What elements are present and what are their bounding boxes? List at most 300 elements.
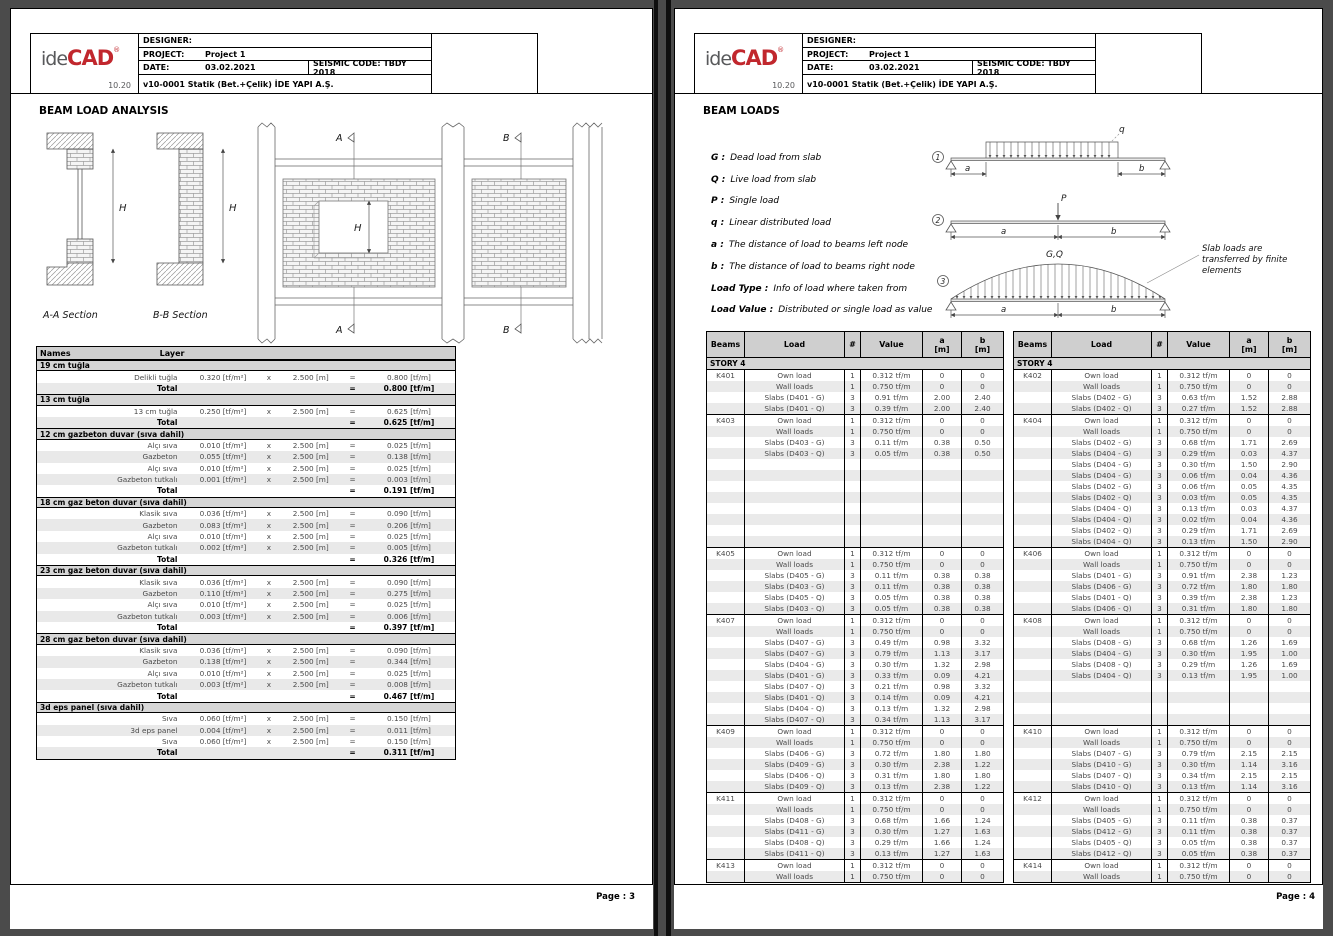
load-name: Slabs (D401 - Q) — [745, 403, 845, 414]
dist-a — [923, 503, 962, 514]
table-row — [707, 837, 1003, 848]
load-count: 3 — [1152, 837, 1168, 848]
header-unit: [m] — [934, 344, 950, 354]
dist-b: 4.35 — [1281, 482, 1298, 491]
load-value: 0.11 tf/m — [861, 437, 923, 448]
load-name: Slabs (D409 - Q) — [745, 781, 845, 792]
dist-a: 1.95 — [1230, 670, 1269, 681]
header-cell — [707, 332, 745, 357]
total-row — [37, 485, 455, 496]
load-value: 0.11 tf/m — [861, 570, 923, 581]
beam-name — [1014, 437, 1052, 448]
dist-a: 2.15 — [1230, 748, 1269, 759]
dist-b: 0 — [980, 738, 985, 747]
table-row — [1014, 592, 1310, 603]
logo-registered-mark: ® — [113, 46, 121, 54]
load-count — [1152, 681, 1168, 692]
legend-term: Q : — [711, 174, 726, 185]
unit-weight: 0.004 [tf/m²] — [199, 725, 247, 735]
table-row — [707, 481, 1003, 492]
dist-a: 0 — [923, 615, 962, 626]
load-value: 0.750 tf/m — [1168, 426, 1230, 437]
logo-version: 10.20 — [108, 81, 131, 90]
multiply-sign: x — [266, 600, 272, 610]
beam-name — [707, 781, 745, 792]
load-value: 0.03 tf/m — [1168, 492, 1230, 503]
dist-b: 3.16 — [1281, 760, 1298, 769]
load-count — [845, 503, 861, 514]
load-count: 1 — [1152, 737, 1168, 748]
load-name: Slabs (D403 - G) — [745, 581, 845, 592]
height-value: 2.500 [m] — [292, 532, 329, 542]
dist-a: 1.66 — [923, 815, 962, 826]
load-value: 0.72 tf/m — [861, 748, 923, 759]
height-value: 2.500 [m] — [292, 680, 329, 690]
load-count — [1152, 692, 1168, 703]
beam-name — [707, 536, 745, 547]
dim-b-label: b — [1139, 164, 1145, 174]
beam-block — [1014, 615, 1310, 726]
load-value: 0.05 tf/m — [861, 592, 923, 603]
dist-b: 4.36 — [1281, 471, 1298, 480]
dist-b: 2.15 — [1281, 771, 1298, 780]
load-count: 3 — [845, 392, 861, 403]
table-row — [37, 371, 455, 382]
load-name: Slabs (D406 - G) — [745, 748, 845, 759]
header-empty-cell — [432, 34, 537, 93]
total-row — [37, 622, 455, 633]
header-cell — [1152, 332, 1168, 357]
equals-sign: = — [349, 418, 356, 428]
load-name: Slabs (D403 - Q) — [745, 603, 845, 614]
load-count: 3 — [845, 770, 861, 781]
beam-name — [707, 848, 745, 859]
dist-a: 2.38 — [923, 781, 962, 792]
beam-name — [707, 804, 745, 815]
date-value: 03.02.2021 — [869, 63, 920, 73]
dist-a — [1230, 681, 1269, 692]
beam-name — [707, 603, 745, 614]
date-cell — [139, 61, 309, 74]
beam-name: K413 — [707, 860, 745, 871]
unit-weight: 0.001 [tf/m²] — [199, 475, 247, 485]
layer-name: Gazbeton tutkalı — [117, 680, 178, 690]
unit-weight: 0.003 [tf/m²] — [199, 611, 247, 621]
beam-block — [1014, 415, 1310, 548]
dist-b: 1.80 — [1281, 604, 1298, 613]
dist-b: 2.40 — [974, 393, 991, 402]
total-row — [37, 690, 455, 701]
page-title: BEAM LOADS — [703, 105, 780, 117]
page-title: BEAM LOAD ANALYSIS — [39, 105, 169, 117]
table-row — [37, 463, 455, 474]
multiply-sign: x — [266, 589, 272, 598]
load-name: Slabs (D412 - Q) — [1052, 848, 1152, 859]
beam-name — [707, 470, 745, 481]
multiply-sign: x — [266, 452, 272, 462]
load-count: 3 — [845, 592, 861, 603]
dist-b: 1.80 — [974, 749, 991, 758]
load-value — [861, 481, 923, 492]
dist-b: 2.98 — [974, 660, 991, 669]
header-unit: [m] — [1281, 344, 1298, 354]
load-count: 3 — [845, 403, 861, 414]
table-row — [707, 626, 1003, 637]
dist-b: 0 — [980, 616, 985, 625]
load-value: 0.34 tf/m — [1168, 770, 1230, 781]
header-fields — [139, 34, 432, 93]
dist-a: 1.27 — [923, 848, 962, 859]
load-name: Slabs (D402 - G) — [1052, 437, 1152, 448]
load-gq-label: G,Q — [1046, 250, 1063, 260]
total-label: Total — [156, 554, 178, 564]
table-row — [707, 781, 1003, 792]
load-count: 1 — [845, 871, 861, 882]
beam-name — [707, 871, 745, 882]
unit-weight: 0.010 [tf/m²] — [199, 600, 247, 610]
table-row — [1014, 525, 1310, 536]
beam-name — [1014, 681, 1052, 692]
dist-a: 0 — [923, 626, 962, 637]
table-row — [1014, 514, 1310, 525]
load-name: Slabs (D410 - G) — [1052, 759, 1152, 770]
beam-name — [707, 492, 745, 503]
load-value: 0.13 tf/m — [861, 781, 923, 792]
dim-a-label: a — [1001, 227, 1007, 237]
dist-b: 2.88 — [1281, 404, 1298, 413]
header-cell — [745, 332, 845, 357]
total-row — [37, 554, 455, 565]
dist-a: 1.32 — [923, 659, 962, 670]
legend-description: Single load — [729, 196, 780, 207]
header-cell — [861, 332, 923, 357]
load-count — [845, 492, 861, 503]
load-value: 0.312 tf/m — [861, 793, 923, 804]
load-value: 0.91 tf/m — [1168, 570, 1230, 581]
dist-b: 0 — [1287, 627, 1292, 636]
table-row — [707, 871, 1003, 882]
load-value: 0.68 tf/m — [1168, 437, 1230, 448]
load-name: Own load — [1052, 860, 1152, 871]
load-name: Slabs (D408 - Q) — [745, 837, 845, 848]
dist-b: 2.90 — [1281, 537, 1298, 546]
table-row — [37, 519, 455, 530]
load-value: 0.29 tf/m — [1168, 448, 1230, 459]
logo-registered-mark: ® — [777, 46, 785, 54]
dist-a: 1.80 — [923, 770, 962, 781]
dist-a: 0 — [923, 860, 962, 871]
load-count — [845, 470, 861, 481]
load-count: 3 — [1152, 848, 1168, 859]
line-load: 0.344 [tf/m] — [387, 657, 431, 667]
dim-h-label: H — [119, 203, 127, 214]
total-row — [37, 417, 455, 428]
beam-name — [707, 837, 745, 848]
load-name: Slabs (D407 - G) — [1052, 748, 1152, 759]
dist-b: 0 — [980, 382, 985, 391]
load-name: Wall loads — [1052, 804, 1152, 815]
dist-b: 2.15 — [1281, 749, 1298, 758]
dist-a — [923, 459, 962, 470]
beam-load-diagrams — [915, 121, 1315, 333]
dist-b: 0 — [980, 861, 985, 870]
beam-name — [707, 592, 745, 603]
dist-a: 0 — [1230, 615, 1269, 626]
load-count: 3 — [1152, 481, 1168, 492]
equals-sign: = — [349, 532, 356, 542]
height-value: 2.500 [m] — [292, 452, 329, 462]
load-value — [861, 470, 923, 481]
equals-sign: = — [349, 645, 356, 655]
load-name: Slabs (D406 - Q) — [1052, 603, 1152, 614]
load-name: Slabs (D411 - G) — [745, 826, 845, 837]
load-value: 0.29 tf/m — [861, 837, 923, 848]
table-row — [37, 645, 455, 656]
dist-b: 0 — [980, 427, 985, 436]
load-count: 3 — [1152, 815, 1168, 826]
load-value: 0.750 tf/m — [1168, 626, 1230, 637]
beam-block — [1014, 793, 1310, 860]
equals-sign: = — [349, 452, 356, 462]
load-count: 1 — [1152, 615, 1168, 626]
load-name — [745, 525, 845, 536]
unit-weight: 0.320 [tf/m²] — [199, 372, 247, 382]
load-name: Wall loads — [1052, 626, 1152, 637]
load-count: 1 — [845, 381, 861, 392]
multiply-sign: x — [266, 440, 272, 450]
table-row — [37, 611, 455, 622]
legend-term: Load Value : — [711, 305, 774, 316]
beam-name — [707, 392, 745, 403]
beam-name — [707, 815, 745, 826]
beam-name — [1014, 603, 1052, 614]
dist-b: 1.23 — [1281, 571, 1298, 580]
beam-name: K402 — [1014, 370, 1052, 381]
load-name: Wall loads — [745, 737, 845, 748]
table-row — [1014, 370, 1310, 381]
load-value: 0.49 tf/m — [861, 637, 923, 648]
layer-name: Klasik sıva — [139, 645, 178, 655]
header-cell — [845, 332, 861, 357]
table-row — [707, 804, 1003, 815]
beam-block — [707, 860, 1003, 882]
unit-weight: 0.110 [tf/m²] — [199, 589, 247, 598]
table-row — [707, 703, 1003, 714]
load-value: 0.05 tf/m — [1168, 848, 1230, 859]
beam-name — [1014, 703, 1052, 714]
beam-name — [707, 759, 745, 770]
multiply-sign: x — [266, 725, 272, 735]
beam-name — [707, 403, 745, 414]
header-cell — [962, 332, 1003, 357]
dist-a — [1230, 692, 1269, 703]
beam-name — [707, 459, 745, 470]
line-load: 0.006 [tf/m] — [387, 611, 431, 621]
logo-cad-text: CAD — [731, 46, 778, 70]
load-value: 0.13 tf/m — [1168, 781, 1230, 792]
table-row — [707, 815, 1003, 826]
beam-name — [707, 637, 745, 648]
logo-version: 10.20 — [772, 81, 795, 90]
load-value: 0.30 tf/m — [1168, 648, 1230, 659]
dist-a: 2.00 — [923, 403, 962, 414]
dist-b: 0 — [980, 416, 985, 425]
dist-b: 0 — [1287, 371, 1292, 380]
cut-a-label-bottom: A — [336, 325, 343, 336]
table-row — [707, 770, 1003, 781]
load-name: Slabs (D403 - Q) — [745, 448, 845, 459]
load-count: 1 — [845, 737, 861, 748]
beam-name — [1014, 692, 1052, 703]
load-name: Slabs (D404 - Q) — [1052, 514, 1152, 525]
header-label: Value — [1186, 340, 1211, 349]
equals-sign: = — [349, 748, 356, 758]
multiply-sign: x — [266, 520, 272, 530]
dist-b: 3.17 — [974, 715, 991, 724]
equals-sign: = — [349, 406, 356, 416]
unit-weight: 0.060 [tf/m²] — [199, 737, 247, 747]
beam-name — [1014, 826, 1052, 837]
multiply-sign: x — [266, 645, 272, 655]
table-row — [1014, 837, 1310, 848]
load-count: 3 — [845, 815, 861, 826]
date-label: DATE: — [807, 63, 834, 73]
table-row — [1014, 536, 1310, 547]
load-count: 3 — [1152, 448, 1168, 459]
table-row — [1014, 815, 1310, 826]
seismic-code: SEISMIC CODE: TBDY 2018 — [313, 58, 407, 77]
dist-a: 0 — [1230, 370, 1269, 381]
header-label: Load — [783, 340, 806, 349]
load-value: 0.312 tf/m — [1168, 726, 1230, 737]
dist-a: 1.14 — [1230, 781, 1269, 792]
beam-name: K410 — [1014, 726, 1052, 737]
table-row — [707, 659, 1003, 670]
dist-b: 1.23 — [1281, 593, 1298, 602]
table-row — [1014, 459, 1310, 470]
load-value: 0.312 tf/m — [861, 548, 923, 559]
unit-weight: 0.010 [tf/m²] — [199, 440, 247, 450]
table-row — [1014, 793, 1310, 804]
version-line: v10-0001 Statik (Bet.+Çelik) İDE YAPI A.Ş. — [807, 79, 998, 89]
table-row — [1014, 670, 1310, 681]
dist-a: 0 — [1230, 804, 1269, 815]
dim-a-label: a — [1001, 305, 1007, 315]
report-page-3 — [10, 8, 653, 929]
load-value: 0.11 tf/m — [1168, 826, 1230, 837]
load-name: Slabs (D409 - G) — [745, 759, 845, 770]
dist-b: 1.22 — [974, 760, 991, 769]
dist-a: 0.04 — [1230, 470, 1269, 481]
header-fields — [803, 34, 1096, 93]
load-name: Slabs (D410 - Q) — [1052, 781, 1152, 792]
total-value: 0.625 [tf/m] — [383, 418, 435, 428]
beam-block — [1014, 370, 1310, 415]
load-name: Slabs (D402 - G) — [1052, 392, 1152, 403]
line-load: 0.025 [tf/m] — [387, 600, 431, 610]
load-value — [861, 525, 923, 536]
dist-b: 0 — [1287, 794, 1292, 803]
load-value — [861, 503, 923, 514]
load-name — [1052, 703, 1152, 714]
header-cell — [1052, 332, 1152, 357]
load-value: 0.91 tf/m — [861, 392, 923, 403]
line-load: 0.025 [tf/m] — [387, 463, 431, 473]
beam-block — [1014, 726, 1310, 793]
header-cell — [1014, 332, 1052, 357]
dist-a: 0.03 — [1230, 503, 1269, 514]
table-row — [37, 713, 455, 724]
dist-b: 2.90 — [1281, 460, 1298, 469]
table-row — [707, 559, 1003, 570]
table-row — [1014, 548, 1310, 559]
load-value: 0.312 tf/m — [1168, 415, 1230, 426]
load-value: 0.11 tf/m — [1168, 815, 1230, 826]
load-name: Own load — [1052, 548, 1152, 559]
table-row — [707, 759, 1003, 770]
load-count: 3 — [1152, 826, 1168, 837]
load-value: 0.750 tf/m — [1168, 804, 1230, 815]
legend-description: Distributed or single load as value — [778, 305, 933, 316]
beam-name: K408 — [1014, 615, 1052, 626]
dist-b: 0.37 — [1281, 816, 1298, 825]
table-row — [37, 679, 455, 690]
dist-b: 0 — [1287, 805, 1292, 814]
beam-table-header — [707, 332, 1003, 358]
load-name: Slabs (D404 - Q) — [1052, 503, 1152, 514]
beam-name: K407 — [707, 615, 745, 626]
header-label: a — [939, 335, 945, 345]
multiply-sign: x — [266, 463, 272, 473]
dist-a: 1.80 — [923, 748, 962, 759]
dist-b: 0 — [1287, 872, 1292, 881]
load-value — [1168, 692, 1230, 703]
beam-name: K411 — [707, 793, 745, 804]
dist-b — [1269, 681, 1310, 692]
load-value: 0.11 tf/m — [861, 581, 923, 592]
load-value — [1168, 703, 1230, 714]
dist-a: 1.71 — [1230, 525, 1269, 536]
dist-a: 0.38 — [1230, 815, 1269, 826]
header-label: # — [849, 340, 856, 349]
height-value: 2.500 [m] — [292, 543, 329, 553]
wall-table-header — [37, 347, 455, 360]
beam-name — [1014, 659, 1052, 670]
load-name: Wall loads — [745, 426, 845, 437]
table-row — [37, 668, 455, 679]
height-value: 2.500 [m] — [292, 589, 329, 598]
seismic-code: SEISMIC CODE: TBDY 2018 — [977, 58, 1071, 77]
load-value: 0.312 tf/m — [861, 615, 923, 626]
beam-name — [1014, 448, 1052, 459]
load-count: 3 — [1152, 503, 1168, 514]
load-value: 0.750 tf/m — [1168, 871, 1230, 882]
beam-name — [707, 448, 745, 459]
dist-a: 0.09 — [923, 670, 962, 681]
line-load: 0.008 [tf/m] — [387, 680, 431, 690]
dist-b: 0 — [980, 627, 985, 636]
table-row — [707, 692, 1003, 703]
dist-a — [1230, 703, 1269, 714]
table-row — [707, 592, 1003, 603]
load-name: Slabs (D403 - G) — [745, 437, 845, 448]
load-count: 3 — [1152, 536, 1168, 547]
load-count: 3 — [845, 692, 861, 703]
load-name: Slabs (D408 - G) — [745, 815, 845, 826]
layer-name: Gazbeton — [142, 657, 178, 667]
load-value — [1168, 714, 1230, 725]
table-row — [707, 737, 1003, 748]
